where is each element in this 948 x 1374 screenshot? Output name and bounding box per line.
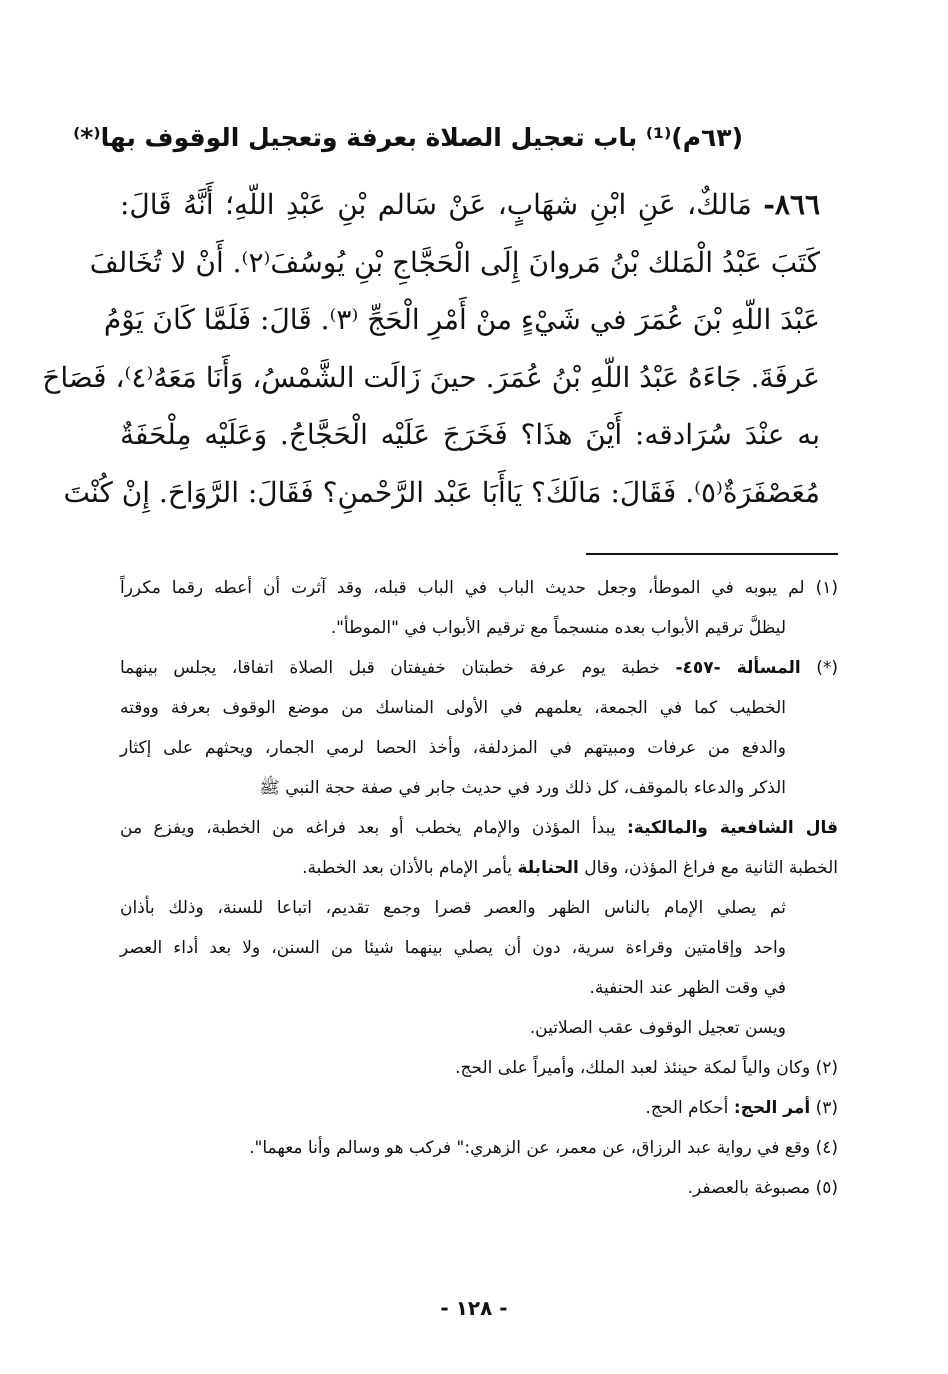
footnote-1-line-2: ليظلَّ ترقيم الأبواب بعده منسجماً مع ترقيم الأبواب في "الموطأ". [330, 618, 786, 638]
footnote-star-text-1: خطبة يوم عرفة خطبتان خفيفتان قبل الصلاة اتفاقا، يجلس بينهما [120, 658, 660, 678]
hadith-line-3: عَبْدَ اللّهِ بْنَ عُمَرَ في شَيْءٍ منْ أَمْرِ الْحَجِّ ⁽٣⁾. قَالَ: فَلَمَّا كَانَ يَوْمُ [103, 303, 820, 336]
footnote-1-marker: (١) [815, 578, 839, 598]
footnote-4-marker: (٤) [815, 1138, 838, 1158]
footnote-star-line-2: الخطيب كما في الجمعة، يعلمهم في الأولى المناسك من موضع الوقوف بعرفة ووقته [120, 698, 786, 718]
footnote-shafii-line-1 [120, 808, 838, 848]
chapter-title: (٦٣م)⁽¹⁾ باب تعجيل الصلاة بعرفة وتعجيل الوقوف بها⁽*⁾ [73, 123, 743, 152]
footnote-star-line-3: والدفع من عرفات ومبيتهم في المزدلفة، وأخذ الحصا لرمي الجمار، ويحثهم على إكثار [120, 738, 786, 758]
footnote-2-text: وكان والياً لمكة حينئذ لعبد الملك، وأميراً على الحج. [455, 1058, 811, 1078]
footnote-3-label: أمر الحج: [733, 1098, 811, 1118]
footnote-3-marker: (٣) [815, 1098, 838, 1118]
hadith-line-4: عَرفَةَ. جَاءَهُ عَبْدُ اللّهِ بْنُ عُمَرَ. حينَ زَالَت الشَّمْسُ، وَأَنَا مَعَهُ⁽٤⁾، فَصَاحَ [42, 360, 820, 394]
footnote-star-line-1 [120, 648, 838, 688]
footnote-5-marker: (٥) [815, 1178, 838, 1198]
footnote-shafii-text-3: يأمر الإمام بالأذان بعد الخطبة. [302, 858, 513, 878]
footnote-shafii-text-2: الخطبة الثانية مع فراغ المؤذن، وقال [584, 858, 838, 878]
footnote-star-line-4: الذكر والدعاء بالموقف، كل ذلك ورد في حديث جابر في صفة حجة النبي ﷺ [259, 778, 786, 798]
footnote-2-marker: (٢) [815, 1058, 838, 1078]
hadith-line-6: مُعَصْفَرَةٌ⁽٥⁾. فَقَالَ: مَالَكَ؟ يَاأَبَا عَبْد الرَّحْمنِ؟ فَقَالَ: الرَّوَاحَ. إِنْ كُنْتَ [63, 475, 820, 509]
footnote-2-line [120, 1048, 838, 1088]
footnote-shafii-label: قال الشافعية والمالكية: [626, 818, 838, 838]
footnotes [120, 568, 838, 1208]
footnote-4-line [120, 1128, 838, 1168]
footnote-3-line [120, 1088, 838, 1128]
footnote-3-text: أحكام الحج. [645, 1098, 729, 1118]
footnote-star-last-line: ويسن تعجيل الوقوف عقب الصلاتين. [529, 1018, 786, 1038]
footnote-4-text: وقع في رواية عبد الرزاق، عن معمر، عن الزهري:" فركب هو وسالم وأنا معهما". [249, 1138, 811, 1158]
hadith-line-2: كَتَبَ عَبْدُ الْمَلك بْنُ مَروانَ إِلَى الْحَجَّاجِ بْنِ يُوسُفَ⁽٢⁾. أَنْ لا تُخَالفَ [89, 245, 820, 279]
footnote-shafii-line-2 [120, 848, 838, 888]
footnote-then-line-1: ثم يصلي الإمام بالناس الظهر والعصر قصرا وجمع تقديم، اتباعا للسنة، وذلك بأذان [120, 898, 786, 918]
hadith-number: ٨٦٦- [763, 188, 820, 221]
footnote-then-line-3: في وقت الظهر عند الحنفية. [589, 978, 786, 998]
page-number: - ١٢٨ - [440, 1296, 508, 1320]
footnote-star-marker: (*) [816, 658, 839, 678]
footnote-then-line-2: واحد وإقامتين وقراءة سرية، دون أن يصلي بينهما شيئا من السنن، ولا بعد أداء العصر [120, 938, 786, 958]
footnote-1-line-1 [120, 568, 838, 608]
footnote-5-line [120, 1168, 838, 1208]
hadith-text [42, 176, 820, 521]
hadith-line-1-text: مَالكٌ، عَنِ ابْنِ شهَابٍ، عَنْ سَالم بْنِ عَبْدِ اللّهِ؛ أَنَّهُ قَالَ: [120, 188, 752, 221]
hadith-line-5: به عنْدَ سُرَادقه: أَيْنَ هذَا؟ فَخَرَجَ عَلَيْه الْحَجَّاجُ. وَعَلَيْه مِلْحَفَةٌ [120, 418, 820, 451]
footnote-separator [586, 553, 838, 555]
footnote-shafii-text-1: يبدأ المؤذن والإمام يخطب أو بعد فراغه من الخطبة، ويفزع من [120, 818, 616, 838]
footnote-hanabila-label: الحنابلة [517, 858, 579, 878]
hadith-line-1 [120, 176, 820, 234]
footnote-1-text-1: لم يبوبه في الموطأ، وجعل حديث الباب في الباب قبله، وقد آثرت أن أعطه رقما مكرراً [120, 578, 805, 598]
footnote-star-label: المسألة -٤٥٧- [675, 658, 801, 678]
footnote-5-text: مصبوغة بالعصفر. [687, 1178, 811, 1198]
